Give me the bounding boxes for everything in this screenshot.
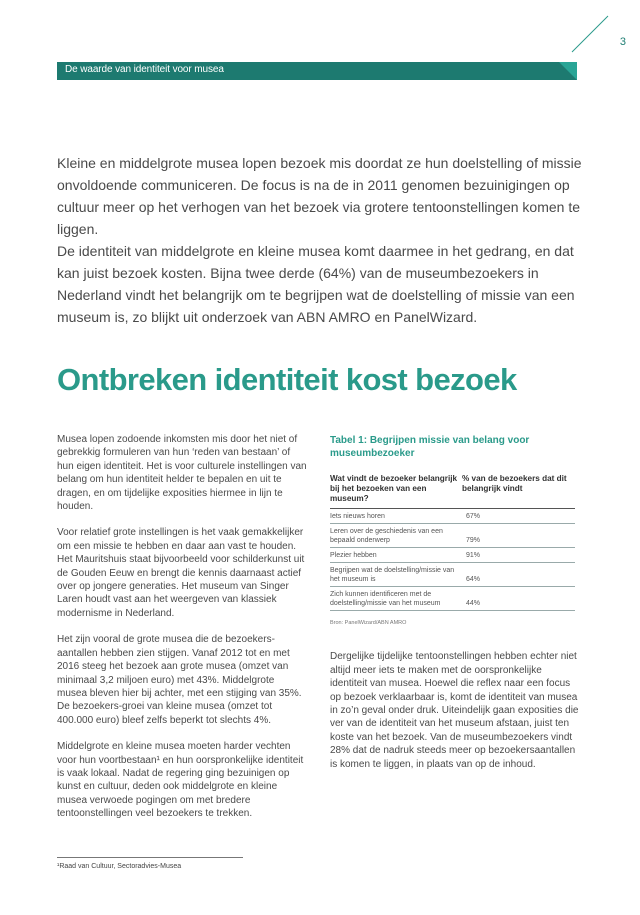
table-cell-question: Zich kunnen identificeren met de doelstelling/missie van het museum bbox=[330, 587, 462, 611]
body-paragraph: Musea lopen zodoende inkomsten mis door het niet of gebrekkig formuleren van hun ‘reden van bestaan’ of hun eigen identiteit. Het is voor culturele instellingen van belang om hun identiteit helder te bepalen en uit te dragen, en om tijdelijke exposities hiermee in lijn te houden. bbox=[57, 434, 307, 513]
table-cell-percent: 67% bbox=[462, 509, 575, 524]
body-paragraph: Dergelijke tijdelijke tentoonstellingen hebben echter niet altijd meer iets te maken met de oorspronkelijke identiteit van musea. Hoewel die reflex naar een focus op bezoek verklaarbaar is, komt de identiteit van musea in zo’n geval onder druk. Uiteindelijk gaan exposities die ver van de identiteit van het museum afstaan, juist ten koste van het bezoek. Van de museumbezoekers vindt 28% dat de nadruk steeds meer op bezoekersaantallen is komen te liggen, in plaats van op de inhoud. bbox=[330, 651, 579, 770]
table-cell-question: Iets nieuws horen bbox=[330, 509, 462, 524]
table-header-row bbox=[330, 474, 575, 509]
table-row bbox=[330, 509, 575, 524]
table-cell-question: Leren over de geschiedenis van een bepaald onderwerp bbox=[330, 524, 462, 548]
table-header-percent: % van de bezoekers dat dit belangrijk vindt bbox=[462, 474, 575, 509]
body-paragraph: Voor relatief grote instellingen is het vaak gemakkelijker om een missie te hebben en daar aan vast te houden. Het Mauritshuis staat bijvoorbeeld voor schilderkunst uit de Gouden Eeuw en brengt die kennis daarnaast actief over op jongere generaties. Het museum van Singer Laren houdt vast aan het weergeven van klassiek modernisme in Nederland. bbox=[57, 527, 305, 619]
corner-slash-decoration bbox=[570, 14, 610, 54]
table-row bbox=[330, 563, 575, 587]
table-row bbox=[330, 548, 575, 563]
section-headline: Ontbreken identiteit kost bezoek bbox=[57, 362, 517, 397]
footnote: ¹Raad van Cultuur, Sectoradvies-Musea bbox=[57, 863, 182, 870]
intro-text bbox=[57, 152, 585, 328]
table-cell-percent: 91% bbox=[462, 548, 575, 563]
survey-table bbox=[330, 474, 575, 611]
table-cell-question: Plezier hebben bbox=[330, 548, 462, 563]
intro-paragraph-1: Kleine en middelgrote musea lopen bezoek mis doordat ze hun doelstelling of missie onvoldoende communiceren. De focus is na de in 2011 genomen bezuinigingen op cultuur meer op het verhogen van het bezoek via grotere tentoonstellingen komen te liggen. bbox=[57, 155, 582, 237]
table-header-question: Wat vindt de bezoeker belangrijk bij het bezoeken van een museum? bbox=[330, 474, 462, 509]
body-paragraph: Het zijn vooral de grote musea die de bezoekers-aantallen hebben zien stijgen. Vanaf 2012 tot en met 2016 steeg het bezoek aan grote musea (omzet van minimaal 3,2 miljoen euro) met 43%. Middelgrote musea bleven hier bij achter, met een stijging van 35%. De bezoekers-groei van kleine musea (omzet tot 400.000 euro) bleef zelfs beperkt tot slechts 4%. bbox=[57, 634, 302, 726]
table-source: Bron: PanelWizard/ABN AMRO bbox=[330, 620, 407, 626]
left-column bbox=[57, 433, 307, 834]
table-cell-percent: 44% bbox=[462, 587, 575, 611]
table-title: Tabel 1: Begrijpen missie van belang voor museumbezoeker bbox=[330, 435, 530, 459]
running-header-banner bbox=[57, 62, 577, 80]
page-number: 3 bbox=[619, 36, 626, 48]
intro-paragraph-2: De identiteit van middelgrote en kleine musea komt daarmee in het gedrang, en dat kan juist bezoek kosten. Bijna twee derde (64%) van de museumbezoekers in Nederland vindt het belangrijk om te begrijpen wat de doelstelling of missie van een museum is, zo blijkt uit onderzoek van ABN AMRO en PanelWizard. bbox=[57, 243, 575, 325]
footnote-divider bbox=[57, 857, 243, 858]
body-paragraph: Middelgrote en kleine musea moeten harder vechten voor hun voortbestaan¹ en hun oorspronkelijke identiteit is vaak lokaal. Nadat de regering ging bezuinigen op kunst en cultuur, deden ook middelgrote en kleine musea verwoede pogingen om met bredere tentoonstellingen veel bezoekers te trekken. bbox=[57, 741, 304, 820]
table-row bbox=[330, 587, 575, 611]
table-row bbox=[330, 524, 575, 548]
banner-corner-decoration bbox=[559, 62, 577, 80]
table-cell-percent: 64% bbox=[462, 563, 575, 587]
table-cell-percent: 79% bbox=[462, 524, 575, 548]
right-column bbox=[330, 435, 580, 771]
running-header-text: De waarde van identiteit voor musea bbox=[65, 64, 224, 75]
table-cell-question: Begrijpen wat de doelstelling/missie van het museum is bbox=[330, 563, 462, 587]
